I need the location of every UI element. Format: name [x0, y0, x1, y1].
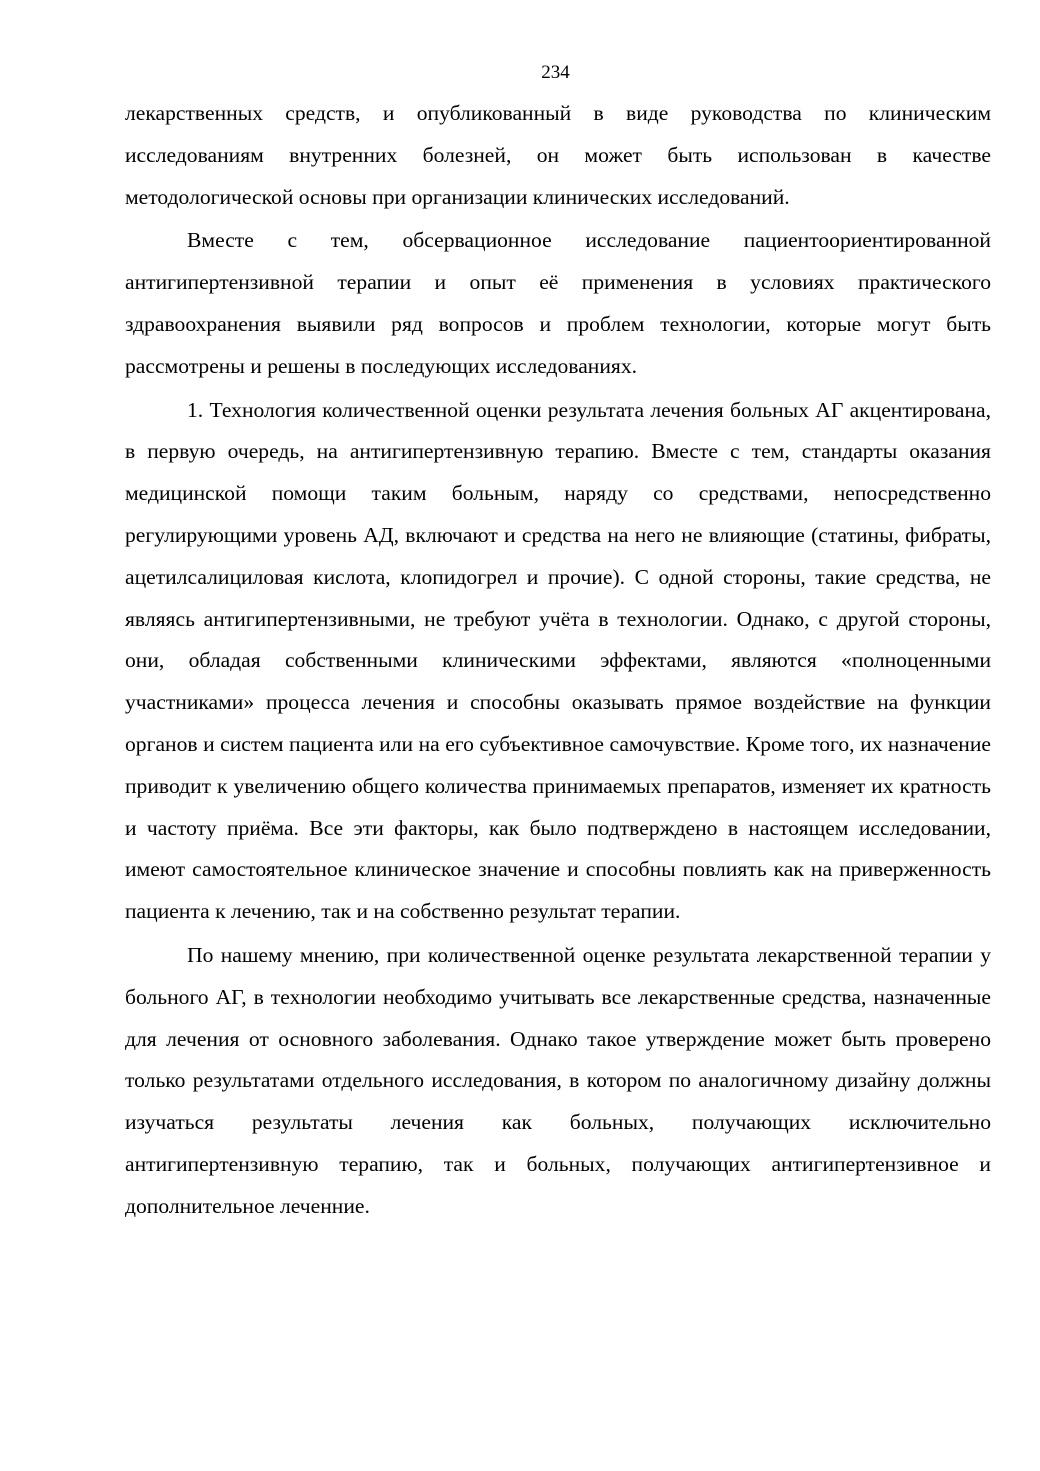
page-number: 234	[541, 62, 570, 83]
paragraph-opinion: По нашему мнению, при количественной оценке результата лекарственной терапии у больного АГ, в технологии необходимо учитывать все лекарственные средства, назначенные для лечения от основного заболевания. Однако такое утверждение может быть проверено только результатами отдельного исследования, в котором по аналогичному дизайну должны изучаться результаты лечения как больных, получающих исключительно антигипертензивную терапию, так и больных, получающих антигипертензивное и дополнительное леченние.	[125, 942, 991, 1218]
paragraph-point-1: 1. Технология количественной оценки результата лечения больных АГ акцентирована, в первую очередь, на антигипертензивную терапию. Вместе с тем, стандарты оказания медицинской помощи таким больным, наряду со средствами, непосредственно регулирующими уровень АД, включают и средства на него не влияющие (статины, фибраты, ацетилсалициловая кислота, клопидогрел и прочие). С одной стороны, такие средства, не являясь антигипертензивными, не требуют учёта в технологии. Однако, с другой стороны, они, обладая собственными клиническими эффектами, являются «полноценными участниками» процесса лечения и способны оказывать прямое воздействие на функции органов и систем пациента или на его субъективное самочувствие. Кроме того, их назначение приводит к увеличению общего количества принимаемых препаратов, изменяет их кратность и частоту приёма. Все эти факторы, как было подтверждено в настоящем исследовании, имеют самостоятельное клиническое значение и способны повлиять как на приверженность пациента к лечению, так и на собственно результат терапии.	[125, 397, 991, 924]
paragraph-continuation: лекарственных средств, и опубликованный в виде руководства по клиническим исследованиям внутренних болезней, он может быть использован в качестве методологической основы при организации клинических исследований.	[125, 101, 991, 209]
paragraph-observational-study: Вместе с тем, обсервационное исследование пациентоориентированной антигипертензивной терапии и опыт её применения в условиях практического здравоохранения выявили ряд вопросов и проблем технологии, которые могут быть рассмотрены и решены в последующих исследованиях.	[125, 228, 991, 378]
body-text	[125, 93, 991, 1228]
